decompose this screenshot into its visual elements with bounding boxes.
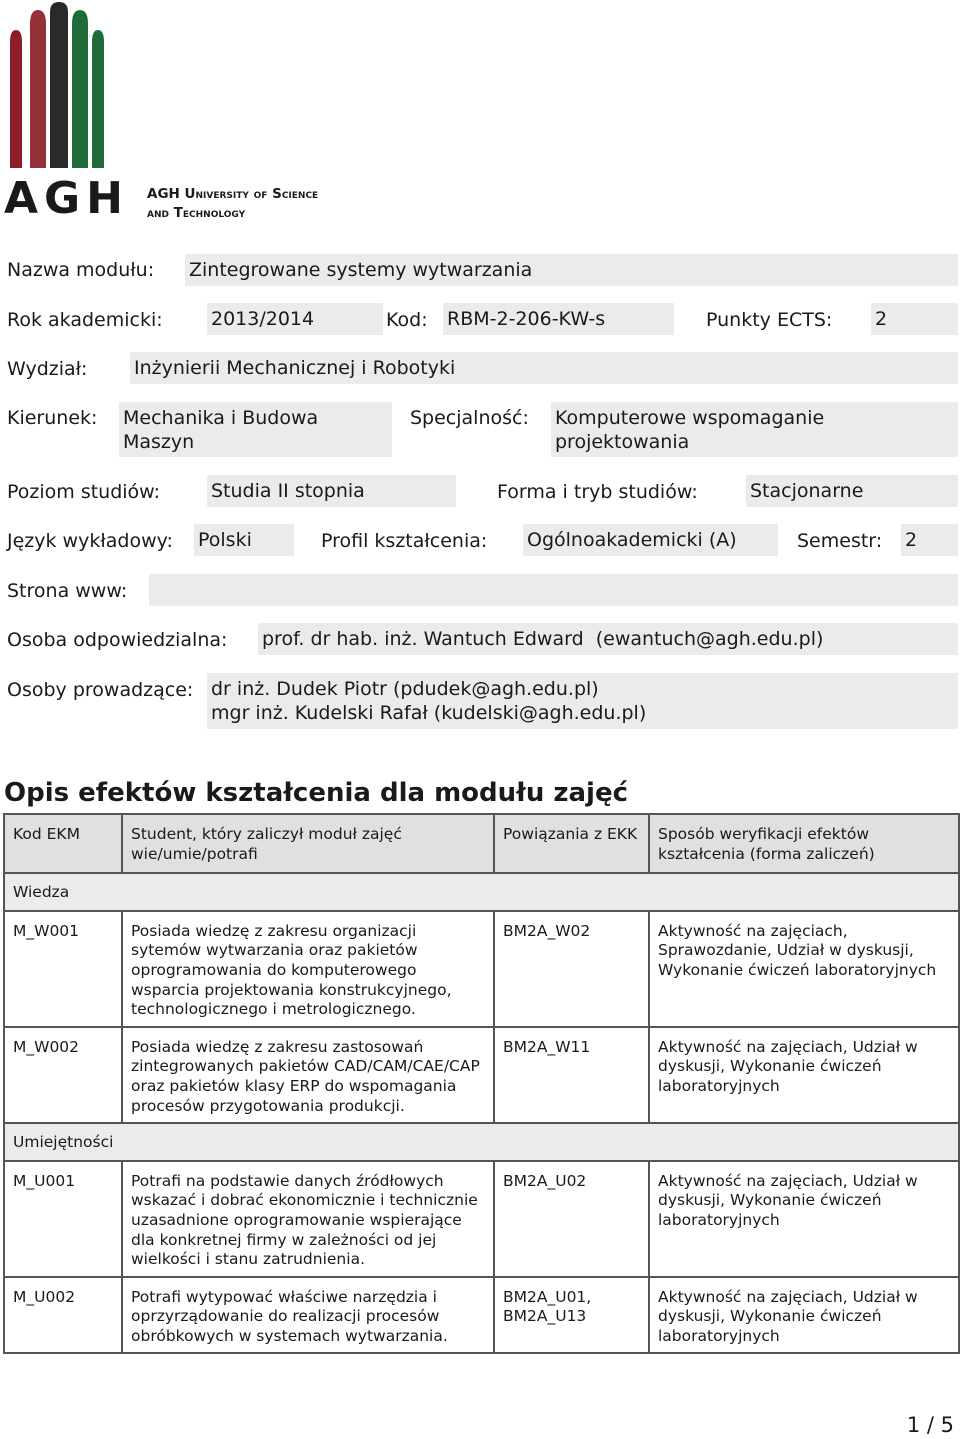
header-ekk: Powiązania z EKK [494, 814, 649, 873]
module-name-label: Nazwa modułu: [7, 259, 155, 281]
row-verification: Aktywność na zajęciach, Udział w dyskusji, Wykonanie ćwiczeń laboratoryjnych [649, 1027, 959, 1123]
section-knowledge: Wiedza [4, 873, 959, 911]
header-code: Kod EKM [4, 814, 122, 873]
specialty-label: Specjalność: [410, 407, 529, 429]
year-label: Rok akademicki: [7, 309, 163, 331]
field-value: Mechanika i Budowa Maszyn [119, 402, 392, 457]
level-label: Poziom studiów: [7, 481, 161, 503]
table-row [4, 911, 959, 1027]
teacher-2: mgr inż. Kudelski Rafał (kudelski@agh.edu.pl) [211, 702, 647, 724]
agh-wordmark: AGH [4, 173, 129, 224]
specialty-value: Komputerowe wspomaganie projektowania [551, 402, 958, 457]
module-name-value: Zintegrowane systemy wytwarzania [185, 254, 958, 286]
row-ekk: BM2A_U02 [494, 1161, 649, 1277]
table-row [4, 1277, 959, 1354]
row-ekk: BM2A_W11 [494, 1027, 649, 1123]
row-code: M_U002 [4, 1277, 122, 1354]
header-description: Student, który zaliczył moduł zajęć wie/umie/potrafi [122, 814, 494, 873]
row-description: Posiada wiedzę z zakresu zastosowań zintegrowanych pakietów CAD/CAM/CAE/CAP oraz pakietów klasy ERP do wspomagania procesów przygotowania produkcji. [122, 1027, 494, 1123]
responsible-value: prof. dr hab. inż. Wantuch Edward (ewantuch@agh.edu.pl) [258, 623, 958, 655]
row-verification: Aktywność na zajęciach, Udział w dyskusji, Wykonanie ćwiczeń laboratoryjnych [649, 1277, 959, 1354]
semester-label: Semestr: [797, 530, 883, 552]
code-label: Kod: [386, 309, 428, 331]
university-name-line-1: AGH University of Science [147, 186, 319, 202]
teacher-1: dr inż. Dudek Piotr (pdudek@agh.edu.pl) [211, 678, 599, 700]
section-row-skills [4, 1123, 959, 1161]
learning-outcomes-table [3, 813, 960, 1354]
profile-label: Profil kształcenia: [321, 530, 488, 552]
ects-label: Punkty ECTS: [706, 309, 833, 331]
section-row-knowledge [4, 873, 959, 911]
row-code: M_W002 [4, 1027, 122, 1123]
teachers-value [207, 673, 958, 729]
row-code: M_U001 [4, 1161, 122, 1277]
study-form-label: Forma i tryb studiów: [497, 481, 698, 503]
agh-logo [0, 0, 350, 225]
row-description: Potrafi na podstawie danych źródłowych wskazać i dobrać ekonomicznie i technicznie uzasadnione oprogramowanie wspierające dla konkretnej firmy w zależności od jej wielkości i stanu zatrudnienia. [122, 1161, 494, 1277]
row-code: M_W001 [4, 911, 122, 1027]
ects-value: 2 [871, 303, 958, 335]
table-header-row [4, 814, 959, 873]
www-value [149, 574, 958, 606]
responsible-label: Osoba odpowiedzialna: [7, 629, 228, 651]
table-row [4, 1161, 959, 1277]
row-ekk: BM2A_U01, BM2A_U13 [494, 1277, 649, 1354]
teachers-label: Osoby prowadzące: [7, 679, 194, 701]
section-skills: Umiejętności [4, 1123, 959, 1161]
learning-outcomes-heading: Opis efektów kształcenia dla modułu zajęć [4, 778, 629, 808]
row-ekk: BM2A_W02 [494, 911, 649, 1027]
year-value: 2013/2014 [207, 303, 383, 335]
faculty-label: Wydział: [7, 358, 88, 380]
semester-value: 2 [901, 524, 958, 556]
field-label: Kierunek: [7, 407, 98, 429]
study-form-value: Stacjonarne [746, 475, 958, 507]
row-verification: Aktywność na zajęciach, Udział w dyskusji, Wykonanie ćwiczeń laboratoryjnych [649, 1161, 959, 1277]
table-row [4, 1027, 959, 1123]
language-label: Język wykładowy: [7, 530, 173, 552]
level-value: Studia II stopnia [207, 475, 456, 507]
row-description: Posiada wiedzę z zakresu organizacji sytemów wytwarzania oraz pakietów oprogramowania do komputerowego wsparcia projektowania konstrukcyjnego, technologicznego i metrologicznego. [122, 911, 494, 1027]
code-value: RBM-2-206-KW-s [443, 303, 674, 335]
header-verification: Sposób weryfikacji efektów kształcenia (forma zaliczeń) [649, 814, 959, 873]
row-description: Potrafi wytypować właściwe narzędzia i oprzyrządowanie do realizacji procesów obróbkowych w systemach wytwarzania. [122, 1277, 494, 1354]
www-label: Strona www: [7, 580, 128, 602]
university-name-line-2: and Technology [147, 205, 246, 221]
agh-stripes-graphic [2, 2, 112, 170]
page-number: 1 / 5 [906, 1413, 954, 1437]
faculty-value: Inżynierii Mechanicznej i Robotyki [130, 352, 958, 384]
language-value: Polski [194, 524, 294, 556]
row-verification: Aktywność na zajęciach, Sprawozdanie, Udział w dyskusji, Wykonanie ćwiczeń laboratoryjnych [649, 911, 959, 1027]
profile-value: Ogólnoakademicki (A) [523, 524, 778, 556]
